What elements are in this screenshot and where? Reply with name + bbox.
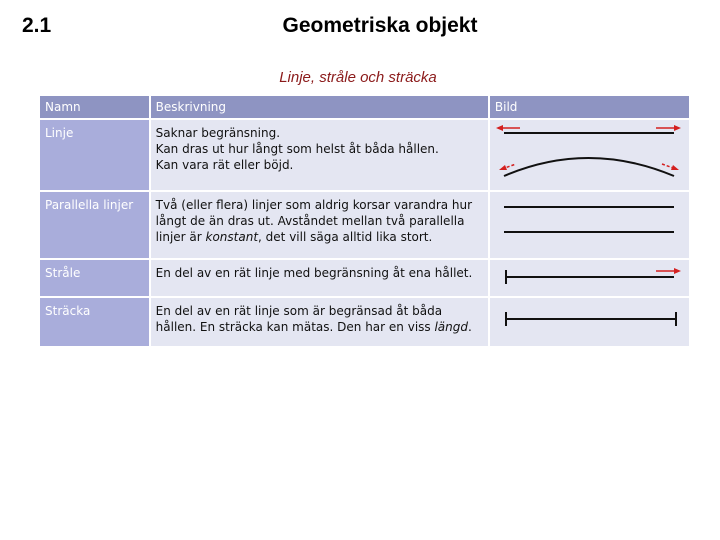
description-line: Saknar begränsning. (155, 126, 281, 140)
curved-line-icon (499, 158, 679, 176)
table-row (40, 120, 689, 190)
description-text: . (468, 320, 472, 334)
table-header-row (40, 96, 689, 118)
row-name-linje: Linje (40, 120, 149, 190)
row-name-parallella: Parallella linjer (40, 192, 149, 258)
segment-icon (490, 298, 686, 342)
description-line: Kan vara rät eller böjd. (155, 158, 294, 172)
slide-number: 2.1 (22, 14, 52, 37)
slide-subtitle: Linje, stråle och sträcka (279, 69, 437, 86)
parallel-lines-icon (490, 192, 686, 250)
row-picture-strale (490, 260, 689, 296)
description-text: Två (eller flera) linjer som aldrig korsar varandra hur långt de än dras ut. Avståndet mellan två parallella linjer är (155, 198, 473, 244)
row-name-stracka: Sträcka (40, 298, 149, 346)
row-description-strale: En del av en rät linje med begränsning åt ena hållet. (151, 260, 488, 296)
row-description-parallella (151, 192, 488, 258)
row-picture-parallella (490, 192, 689, 258)
table-row (40, 298, 689, 346)
description-emphasis: längd (434, 320, 468, 334)
ray-icon (490, 260, 686, 290)
row-picture-stracka (490, 298, 689, 346)
header-name: Namn (40, 96, 149, 118)
description-text: En del av en rät linje som är begränsad åt båda hållen. En sträcka kan mätas. Den har en viss (155, 304, 443, 334)
description-line: Kan dras ut hur långt som helst åt båda hållen. (155, 142, 439, 156)
slide-title: Geometriska objekt (282, 14, 478, 37)
straight-line-icon (496, 125, 681, 133)
description-text: , det vill säga alltid lika stort. (258, 230, 433, 244)
row-description-stracka (151, 298, 488, 346)
row-picture-linje (490, 120, 689, 190)
table-row (40, 260, 689, 296)
line-illustration (490, 120, 686, 182)
header-description: Beskrivning (151, 96, 488, 118)
geometry-table (38, 94, 691, 348)
row-description-linje (151, 120, 488, 190)
header-picture: Bild (490, 96, 689, 118)
description-emphasis: konstant (205, 230, 259, 244)
table-row (40, 192, 689, 258)
row-name-strale: Stråle (40, 260, 149, 296)
